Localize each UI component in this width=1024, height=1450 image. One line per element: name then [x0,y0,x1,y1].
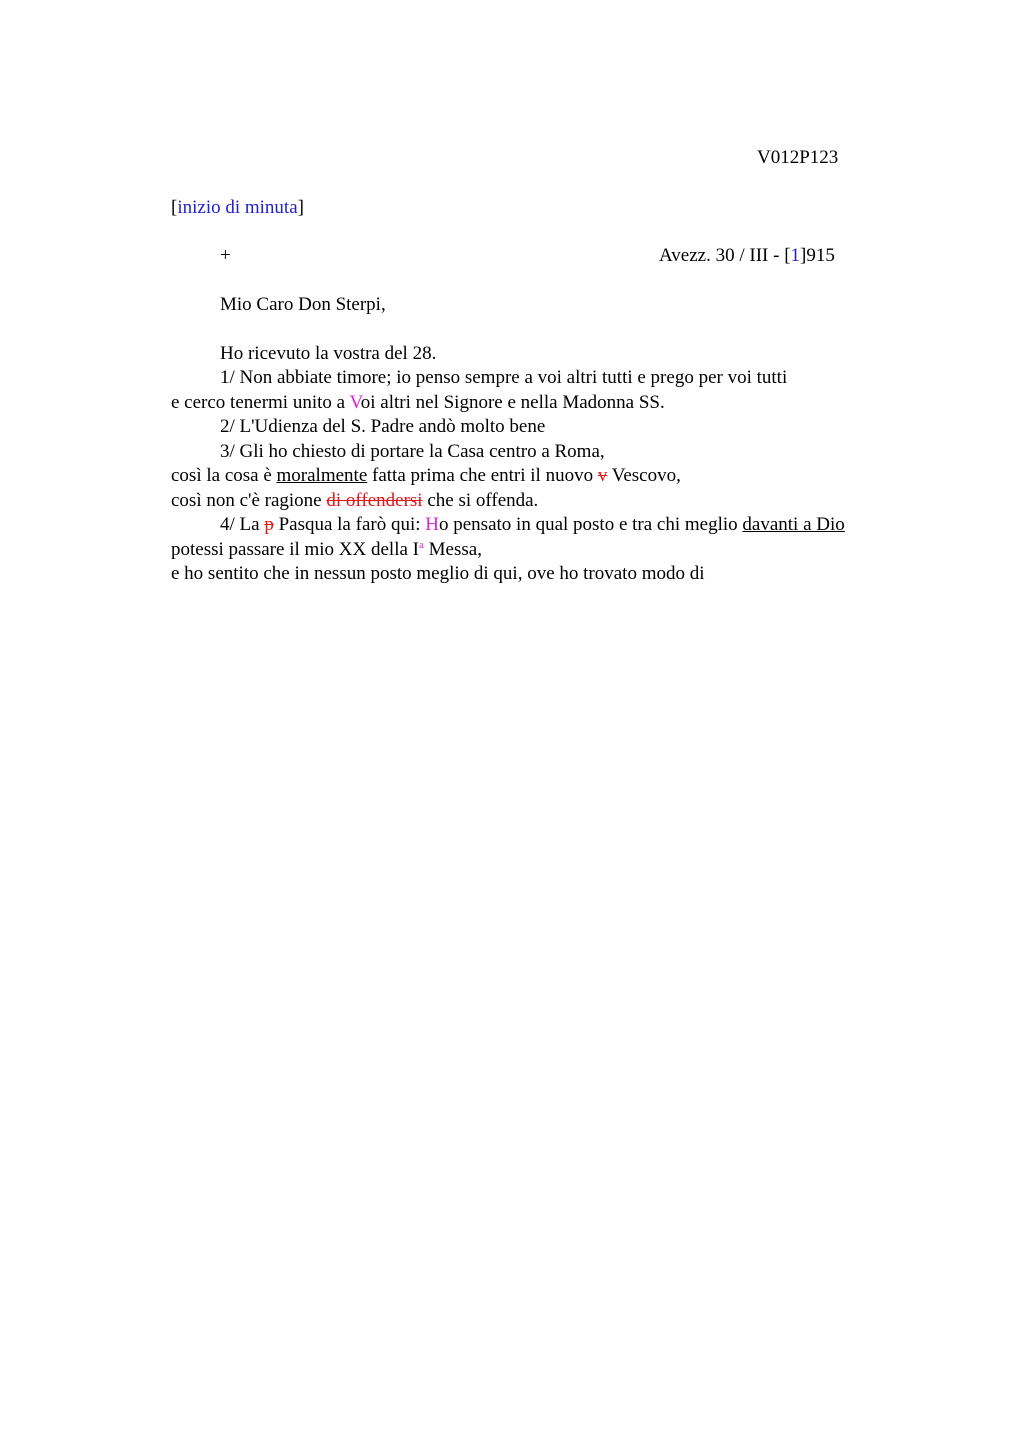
dateline-place: Avezz. 30 / III - [ [659,245,791,266]
line8-underlined: davanti a Dio [742,514,845,535]
note-bracket-open: [ [171,197,178,218]
line7-part1: così non c'è ragione [171,490,327,511]
body-line-2: 1/ Non abbiate timore; io penso sempre a voi altri tutti e prego per voi tutti [220,367,788,388]
line6-part1: così la cosa è [171,465,277,486]
line9-part2: Messa, [423,539,482,560]
body-line-4: 2/ L'Udienza del S. Padre andò molto bene [220,416,546,437]
dateline-year-rest: ]915 [800,245,835,266]
body-line-8 [220,513,845,537]
line3-correction: V [349,392,361,413]
line8-part3: o pensato in qual posto e tra chi meglio [439,514,743,535]
body-line-9 [171,538,482,562]
line3-part2: oi altri nel Signore e nella Madonna SS. [360,392,665,413]
line3-part1: e cerco tenermi unito a [171,392,350,413]
body-line-10: e ho sentito che in nessun posto meglio di qui, ove ho trovato modo di [171,563,705,584]
body-line-6 [171,464,681,488]
note-bracket-close: ] [297,197,304,218]
line7-part2: che si offenda. [422,490,539,511]
line9-part1: potessi passare il mio XX della I [171,539,420,560]
editorial-note [171,196,304,220]
line8-part1: 4/ La [220,514,265,535]
line6-part2: fatta prima che entri il nuovo [367,465,598,486]
line8-correction: H [425,514,439,535]
line8-deletion: p [264,514,274,535]
line6-part3: Vescovo, [607,465,681,486]
cross-symbol: + [220,245,231,266]
line9-superscript: a [419,539,424,551]
note-text: inizio di minuta [177,197,298,218]
body-line-5: 3/ Gli ho chiesto di portare la Casa centro a Roma, [220,441,605,462]
salutation: Mio Caro Don Sterpi, [220,294,386,315]
line6-deletion: v [597,465,608,486]
dateline [659,244,835,268]
dateline-year-digit: 1 [790,245,801,266]
document-id: V012P123 [757,147,839,168]
body-line-3 [171,391,665,415]
line6-underlined: moralmente [276,465,368,486]
line7-deletion: di offendersi [326,490,423,511]
body-line-1: Ho ricevuto la vostra del 28. [220,343,437,364]
body-line-7 [171,489,538,513]
line8-part2: Pasqua la farò qui: [273,514,426,535]
